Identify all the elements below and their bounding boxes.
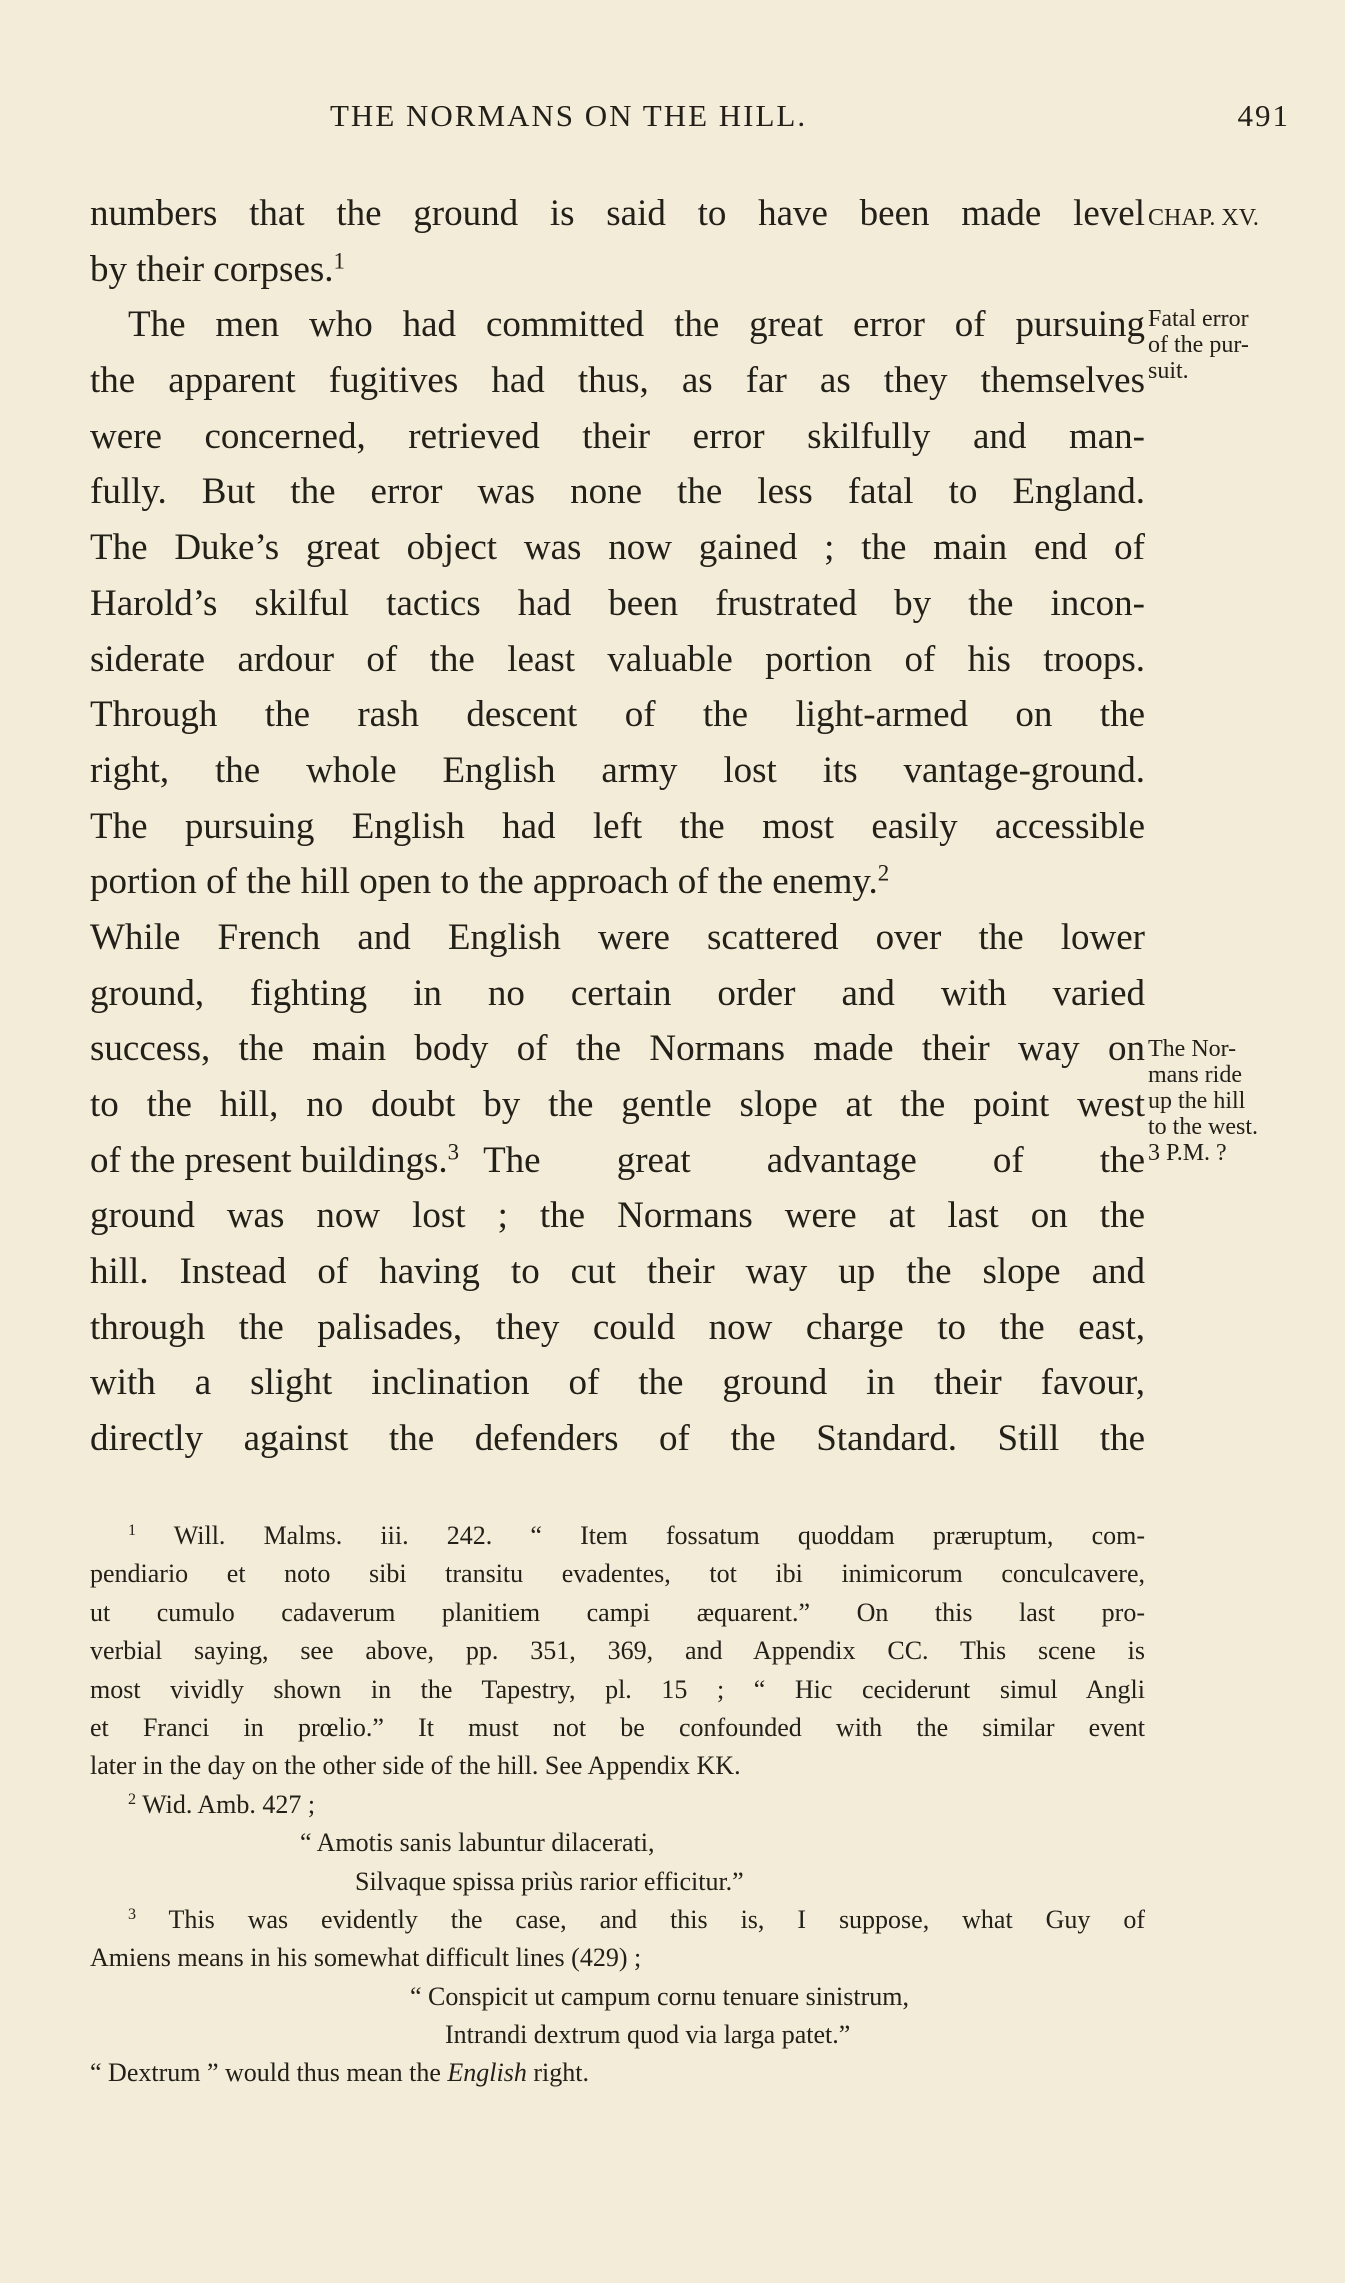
margin-note-line: 3 P.M. ?: [1148, 1140, 1227, 1166]
body-line: the apparent fugitives had thus, as far as they themselves: [90, 360, 1145, 402]
footnote-line: Amiens means in his somewhat difficult lines (429) ;: [90, 1943, 642, 1973]
body-line: to the hill, no doubt by the gentle slope at the point west: [90, 1084, 1145, 1125]
footnote-ref: 3: [447, 1139, 460, 1165]
body-line: success, the main body of the Normans made their way on: [90, 1028, 1145, 1070]
footnote-line: pendiario et noto sibi transitu evadentes, tot ibi inimicorum conculcavere,: [90, 1559, 1145, 1589]
margin-note-line: The Nor-: [1148, 1036, 1237, 1062]
footnote-verse-line: “ Amotis sanis labuntur dilacerati,: [300, 1828, 655, 1858]
body-line: numbers that the ground is said to have been made level: [90, 193, 1145, 234]
body-line: by their corpses.$^1$: [90, 248, 345, 290]
running-header: [90, 98, 1290, 142]
body-text: [90, 186, 1145, 1467]
body-line: through the palisades, they could now charge to the east,: [90, 1306, 1145, 1348]
body-line: of the present buildings.$^3$ The great advantage of the: [90, 1139, 1145, 1181]
body-line: siderate ardour of the least valuable portion of his troops.: [90, 638, 1145, 680]
body-line: with a slight inclination of the ground in their favour,: [90, 1362, 1145, 1404]
footnote-ref: 2: [877, 860, 890, 886]
footnote-line: $^2$ Wid. Amb. 427 ;: [128, 1789, 316, 1819]
footnote-verse-line: Silvaque spissa priùs rarior efficitur.”: [355, 1866, 744, 1896]
body-line: right, the whole English army lost its vantage-ground.: [90, 749, 1145, 791]
footnote-verse-line: Intrandi dextrum quod via larga patet.”: [445, 2020, 851, 2050]
footnote-line: et Franci in prœlio.” It must not be confounded with the similar event: [90, 1712, 1145, 1742]
margin-note-fatal-error: [1148, 306, 1313, 384]
footnote-line: most vividly shown in the Tapestry, pl. 15 ; “ Hic ceciderunt simul Angli: [90, 1674, 1145, 1704]
footnote-line: verbial saying, see above, pp. 351, 369, and Appendix CC. This scene is: [90, 1636, 1145, 1666]
margin-note-normans-ride: [1148, 1036, 1313, 1166]
body-line: The men who had committed the great error of pursuing: [128, 304, 1145, 346]
footnote-marker: 1: [128, 1522, 137, 1540]
body-line: portion of the hill open to the approach of the enemy.$^2$: [90, 860, 890, 903]
footnote-ref: 1: [333, 248, 345, 274]
margin-note-line: Fatal error: [1148, 306, 1249, 332]
body-line: directly against the defenders of the Standard. Still the: [90, 1418, 1145, 1460]
footnote-marker: 2: [128, 1790, 137, 1808]
body-line: The Duke’s great object was now gained ; the main end of: [90, 527, 1145, 569]
footnotes: [90, 1517, 1145, 2093]
body-line: While French and English were scattered over the lower: [90, 916, 1145, 958]
body-line: The pursuing English had left the most easily accessible: [90, 805, 1145, 847]
page-number: 491: [1237, 98, 1290, 133]
footnote-line: ut cumulo cadaverum planitiem campi æquarent.” On this last pro-: [90, 1597, 1145, 1627]
body-line: Through the rash descent of the light-armed on the: [90, 694, 1145, 736]
margin-note-line: mans ride: [1148, 1062, 1242, 1088]
running-title: THE NORMANS ON THE HILL.: [330, 98, 808, 133]
margin-note-chapter-text: CHAP. XV.: [1148, 205, 1259, 231]
footnote-line: “ Dextrum ” would thus mean the English right.: [90, 2058, 589, 2088]
body-line: Harold’s skilful tactics had been frustrated by the incon-: [90, 582, 1145, 624]
body-line: were concerned, retrieved their error skilfully and man-: [90, 415, 1145, 457]
footnote-line: $^3$ This was evidently the case, and this is, I suppose, what Guy of: [128, 1904, 1145, 1934]
margin-note-line: suit.: [1148, 358, 1189, 384]
footnote-marker: 3: [128, 1906, 137, 1924]
margin-note-line: to the west.: [1148, 1114, 1258, 1140]
footnote-line: $^1$ Will. Malms. iii. 242. “ Item fossatum quoddam præruptum, com-: [128, 1521, 1145, 1550]
body-line: ground, fighting in no certain order and with varied: [90, 972, 1145, 1014]
margin-note-line: of the pur-: [1148, 332, 1249, 358]
margin-note-chapter: [1148, 205, 1313, 231]
margin-note-line: up the hill: [1148, 1088, 1246, 1114]
footnote-verse-line: “ Conspicit ut campum cornu tenuare sinistrum,: [410, 1981, 909, 2011]
body-line: ground was now lost ; the Normans were at last on the: [90, 1195, 1145, 1237]
body-line: fully. But the error was none the less fatal to England.: [90, 471, 1145, 513]
body-line: hill. Instead of having to cut their way up the slope and: [90, 1251, 1145, 1293]
emphasis-english: English: [447, 2058, 527, 2088]
footnote-line: later in the day on the other side of the hill. See Appendix KK.: [90, 1751, 741, 1781]
